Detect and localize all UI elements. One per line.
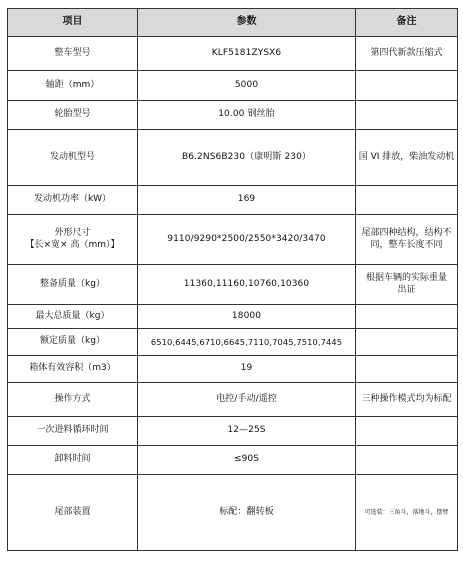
row-note <box>356 265 458 305</box>
row-item-line: 【长×宽× 高（mm）】 <box>25 239 120 250</box>
row-value: 19 <box>138 356 356 383</box>
row-value: KLF5181ZYSX6 <box>138 37 356 71</box>
row-note <box>356 101 458 130</box>
table-row <box>8 446 458 475</box>
table-row <box>8 305 458 329</box>
table-row <box>8 101 458 130</box>
row-note-line: 根据车辆的实际重量 <box>365 273 447 284</box>
row-note <box>356 71 458 101</box>
row-note <box>356 186 458 215</box>
row-item: 尾部装置 <box>8 475 138 551</box>
table-row <box>8 475 458 551</box>
row-note: 国 VI 排放，柴油发动机 <box>356 130 458 186</box>
table-row <box>8 265 458 305</box>
row-value: 5000 <box>138 71 356 101</box>
row-item: 操作方式 <box>8 383 138 417</box>
row-item: 最大总质量（kg） <box>8 305 138 329</box>
row-value: 18000 <box>138 305 356 329</box>
row-value: ≤90S <box>138 446 356 475</box>
row-value: 169 <box>138 186 356 215</box>
table-row <box>8 417 458 446</box>
row-value: 6510,6445,6710,6645,7110,7045,7510,7445 <box>138 329 356 356</box>
header-row <box>8 9 458 37</box>
row-item: 发动机功率（kW） <box>8 186 138 215</box>
row-note: 尾部四种结构，结构不同，整车长度不同 <box>356 215 458 265</box>
row-item: 整备质量（kg） <box>8 265 138 305</box>
table-row <box>8 356 458 383</box>
row-note-line: 出证 <box>397 284 416 295</box>
table-row <box>8 37 458 71</box>
row-value: 11360,11160,10760,10360 <box>138 265 356 305</box>
row-item: 箱体有效容积（m3） <box>8 356 138 383</box>
table-row <box>8 71 458 101</box>
table-row <box>8 329 458 356</box>
header-note: 备注 <box>356 9 458 37</box>
header-param: 参数 <box>138 9 356 37</box>
row-note <box>356 329 458 356</box>
row-value: 标配：翻转板 <box>138 475 356 551</box>
table-row <box>8 383 458 417</box>
row-note: 可选装：三角斗，落地斗，摆臂 <box>356 475 458 551</box>
table-row <box>8 186 458 215</box>
row-note <box>356 446 458 475</box>
spec-table <box>7 8 458 551</box>
row-value: B6.2NS6B230（康明斯 230） <box>138 130 356 186</box>
row-note <box>356 305 458 329</box>
row-item: 整车型号 <box>8 37 138 71</box>
header-item: 项目 <box>8 9 138 37</box>
row-note: 三种操作模式均为标配 <box>356 383 458 417</box>
row-item-line: 外形尺寸 <box>54 228 91 239</box>
row-item: 轴距（mm） <box>8 71 138 101</box>
row-item: 一次进料循环时间 <box>8 417 138 446</box>
row-item: 发动机型号 <box>8 130 138 186</box>
row-item: 卸料时间 <box>8 446 138 475</box>
row-value: 10.00 钢丝胎 <box>138 101 356 130</box>
row-item <box>8 215 138 265</box>
row-note: 第四代新款压缩式 <box>356 37 458 71</box>
row-value: 电控/手动/遥控 <box>138 383 356 417</box>
row-item: 轮胎型号 <box>8 101 138 130</box>
row-item: 额定质量（kg） <box>8 329 138 356</box>
row-note <box>356 356 458 383</box>
table-row <box>8 130 458 186</box>
table-row <box>8 215 458 265</box>
row-value: 12—25S <box>138 417 356 446</box>
row-note <box>356 417 458 446</box>
row-value: 9110/9290*2500/2550*3420/3470 <box>138 215 356 265</box>
